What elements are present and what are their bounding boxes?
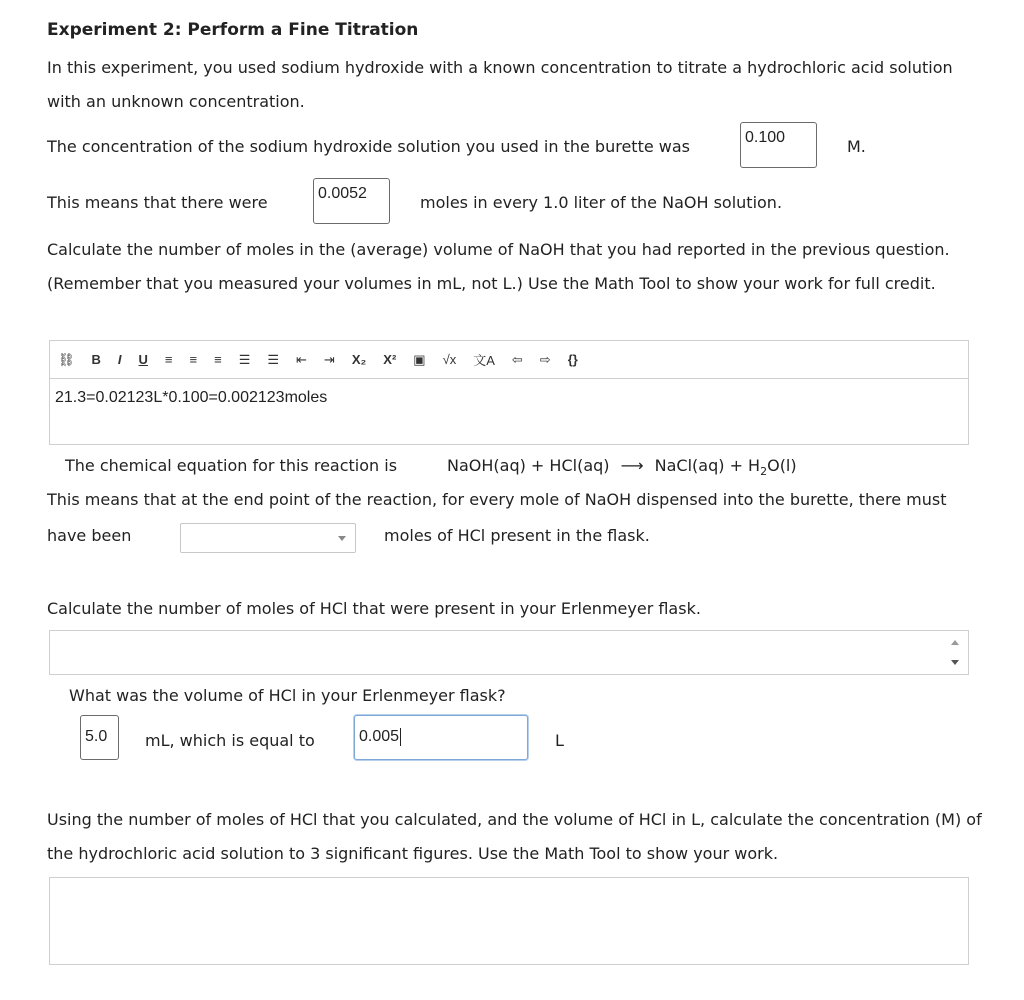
text-cursor <box>400 728 401 746</box>
numbered-list-icon[interactable]: ☰ <box>267 351 280 367</box>
hcl-moles-prompt: Calculate the number of moles of HCl that were present in your Erlenmeyer flask. <box>47 599 701 618</box>
intro-text: In this experiment, you used sodium hydroxide with a known concentration to titrate a hydrochloric acid solution with an unknown concentration. <box>47 58 953 111</box>
chemical-equation <box>447 454 797 484</box>
subscript-button[interactable]: X₂ <box>351 352 367 367</box>
equation-reactants: NaOH(aq) + HCl(aq) <box>447 456 610 475</box>
volume-l-input[interactable] <box>354 715 528 760</box>
final-prompt: Using the number of moles of HCl that you calculated, and the volume of HCl in L, calculate the concentration (M) of the hydrochloric acid solution to 3 significant figures. Use the Math Tool to show your work. <box>47 810 982 863</box>
endpoint-suffix: moles of HCl present in the flask. <box>384 526 650 545</box>
hcl-moles-input[interactable] <box>49 630 969 675</box>
scroll-up-icon[interactable] <box>951 640 959 645</box>
naoh-concentration-unit: M. <box>847 137 866 156</box>
equation-label: The chemical equation for this reaction is <box>65 456 398 475</box>
translate-icon[interactable]: 文A <box>473 353 495 368</box>
water-subscript: 2 <box>760 465 768 479</box>
moles-per-liter-input[interactable]: 0.0052 <box>313 178 390 224</box>
editor-content[interactable]: 21.3=0.02123L*0.100=0.002123moles <box>55 389 328 406</box>
link-icon[interactable]: ⛓ <box>58 351 75 367</box>
equation-products-end: O(l) <box>767 456 797 475</box>
indent-decrease-icon[interactable]: ⇤ <box>296 351 307 367</box>
volume-l-value: 0.005 <box>359 728 400 745</box>
indent-increase-icon[interactable]: ⇥ <box>323 351 335 367</box>
sqrt-icon[interactable]: √x <box>442 352 457 367</box>
volume-question: What was the volume of HCl in your Erlenmeyer flask? <box>69 686 506 705</box>
have-been-label: have been <box>47 526 132 545</box>
moles-per-liter-suffix: moles in every 1.0 liter of the NaOH solution. <box>420 193 783 212</box>
image-icon[interactable]: ▣ <box>413 351 426 367</box>
equation-products: NaCl(aq) + H <box>654 456 761 475</box>
italic-button[interactable]: I <box>117 352 122 367</box>
naoh-concentration-label: The concentration of the sodium hydroxide solution you used in the burette was <box>47 137 690 156</box>
editor-toolbar <box>50 341 968 379</box>
redo-icon[interactable]: ⇨ <box>539 351 551 367</box>
superscript-button[interactable]: X² <box>383 352 397 367</box>
bullet-list-icon[interactable]: ☰ <box>238 351 251 367</box>
math-tool-editor <box>49 340 969 445</box>
scroll-down-icon[interactable] <box>951 660 959 665</box>
braces-icon[interactable]: {} <box>567 352 578 367</box>
naoh-concentration-input[interactable]: 0.100 <box>740 122 817 168</box>
reaction-arrow-icon: ⟶ <box>620 456 644 475</box>
calc-instruction: Calculate the number of moles in the (average) volume of NaOH that you had reported in the previous question. (Remember that you measured your volumes in mL, not L.) Use the Math Tool to show your work for full credit. <box>47 240 950 293</box>
chevron-down-icon <box>338 536 346 541</box>
undo-icon[interactable]: ⇦ <box>511 351 523 367</box>
align-right-icon[interactable]: ≡ <box>214 352 222 367</box>
endpoint-text: This means that at the end point of the reaction, for every mole of NaOH dispensed into the burette, there must <box>47 490 947 509</box>
page-title: Experiment 2: Perform a Fine Titration <box>47 20 419 40</box>
concentration-answer-input[interactable] <box>49 877 969 965</box>
underline-button[interactable]: U <box>138 352 148 367</box>
volume-ml-label: mL, which is equal to <box>145 731 315 750</box>
bold-button[interactable]: B <box>91 352 101 367</box>
moles-per-liter-label: This means that there were <box>47 193 268 212</box>
volume-ml-input[interactable]: 5.0 <box>80 715 119 760</box>
mole-ratio-select[interactable] <box>180 523 356 553</box>
align-left-icon[interactable]: ≡ <box>164 352 173 367</box>
volume-l-unit: L <box>555 731 564 750</box>
align-center-icon[interactable]: ≡ <box>189 352 198 367</box>
